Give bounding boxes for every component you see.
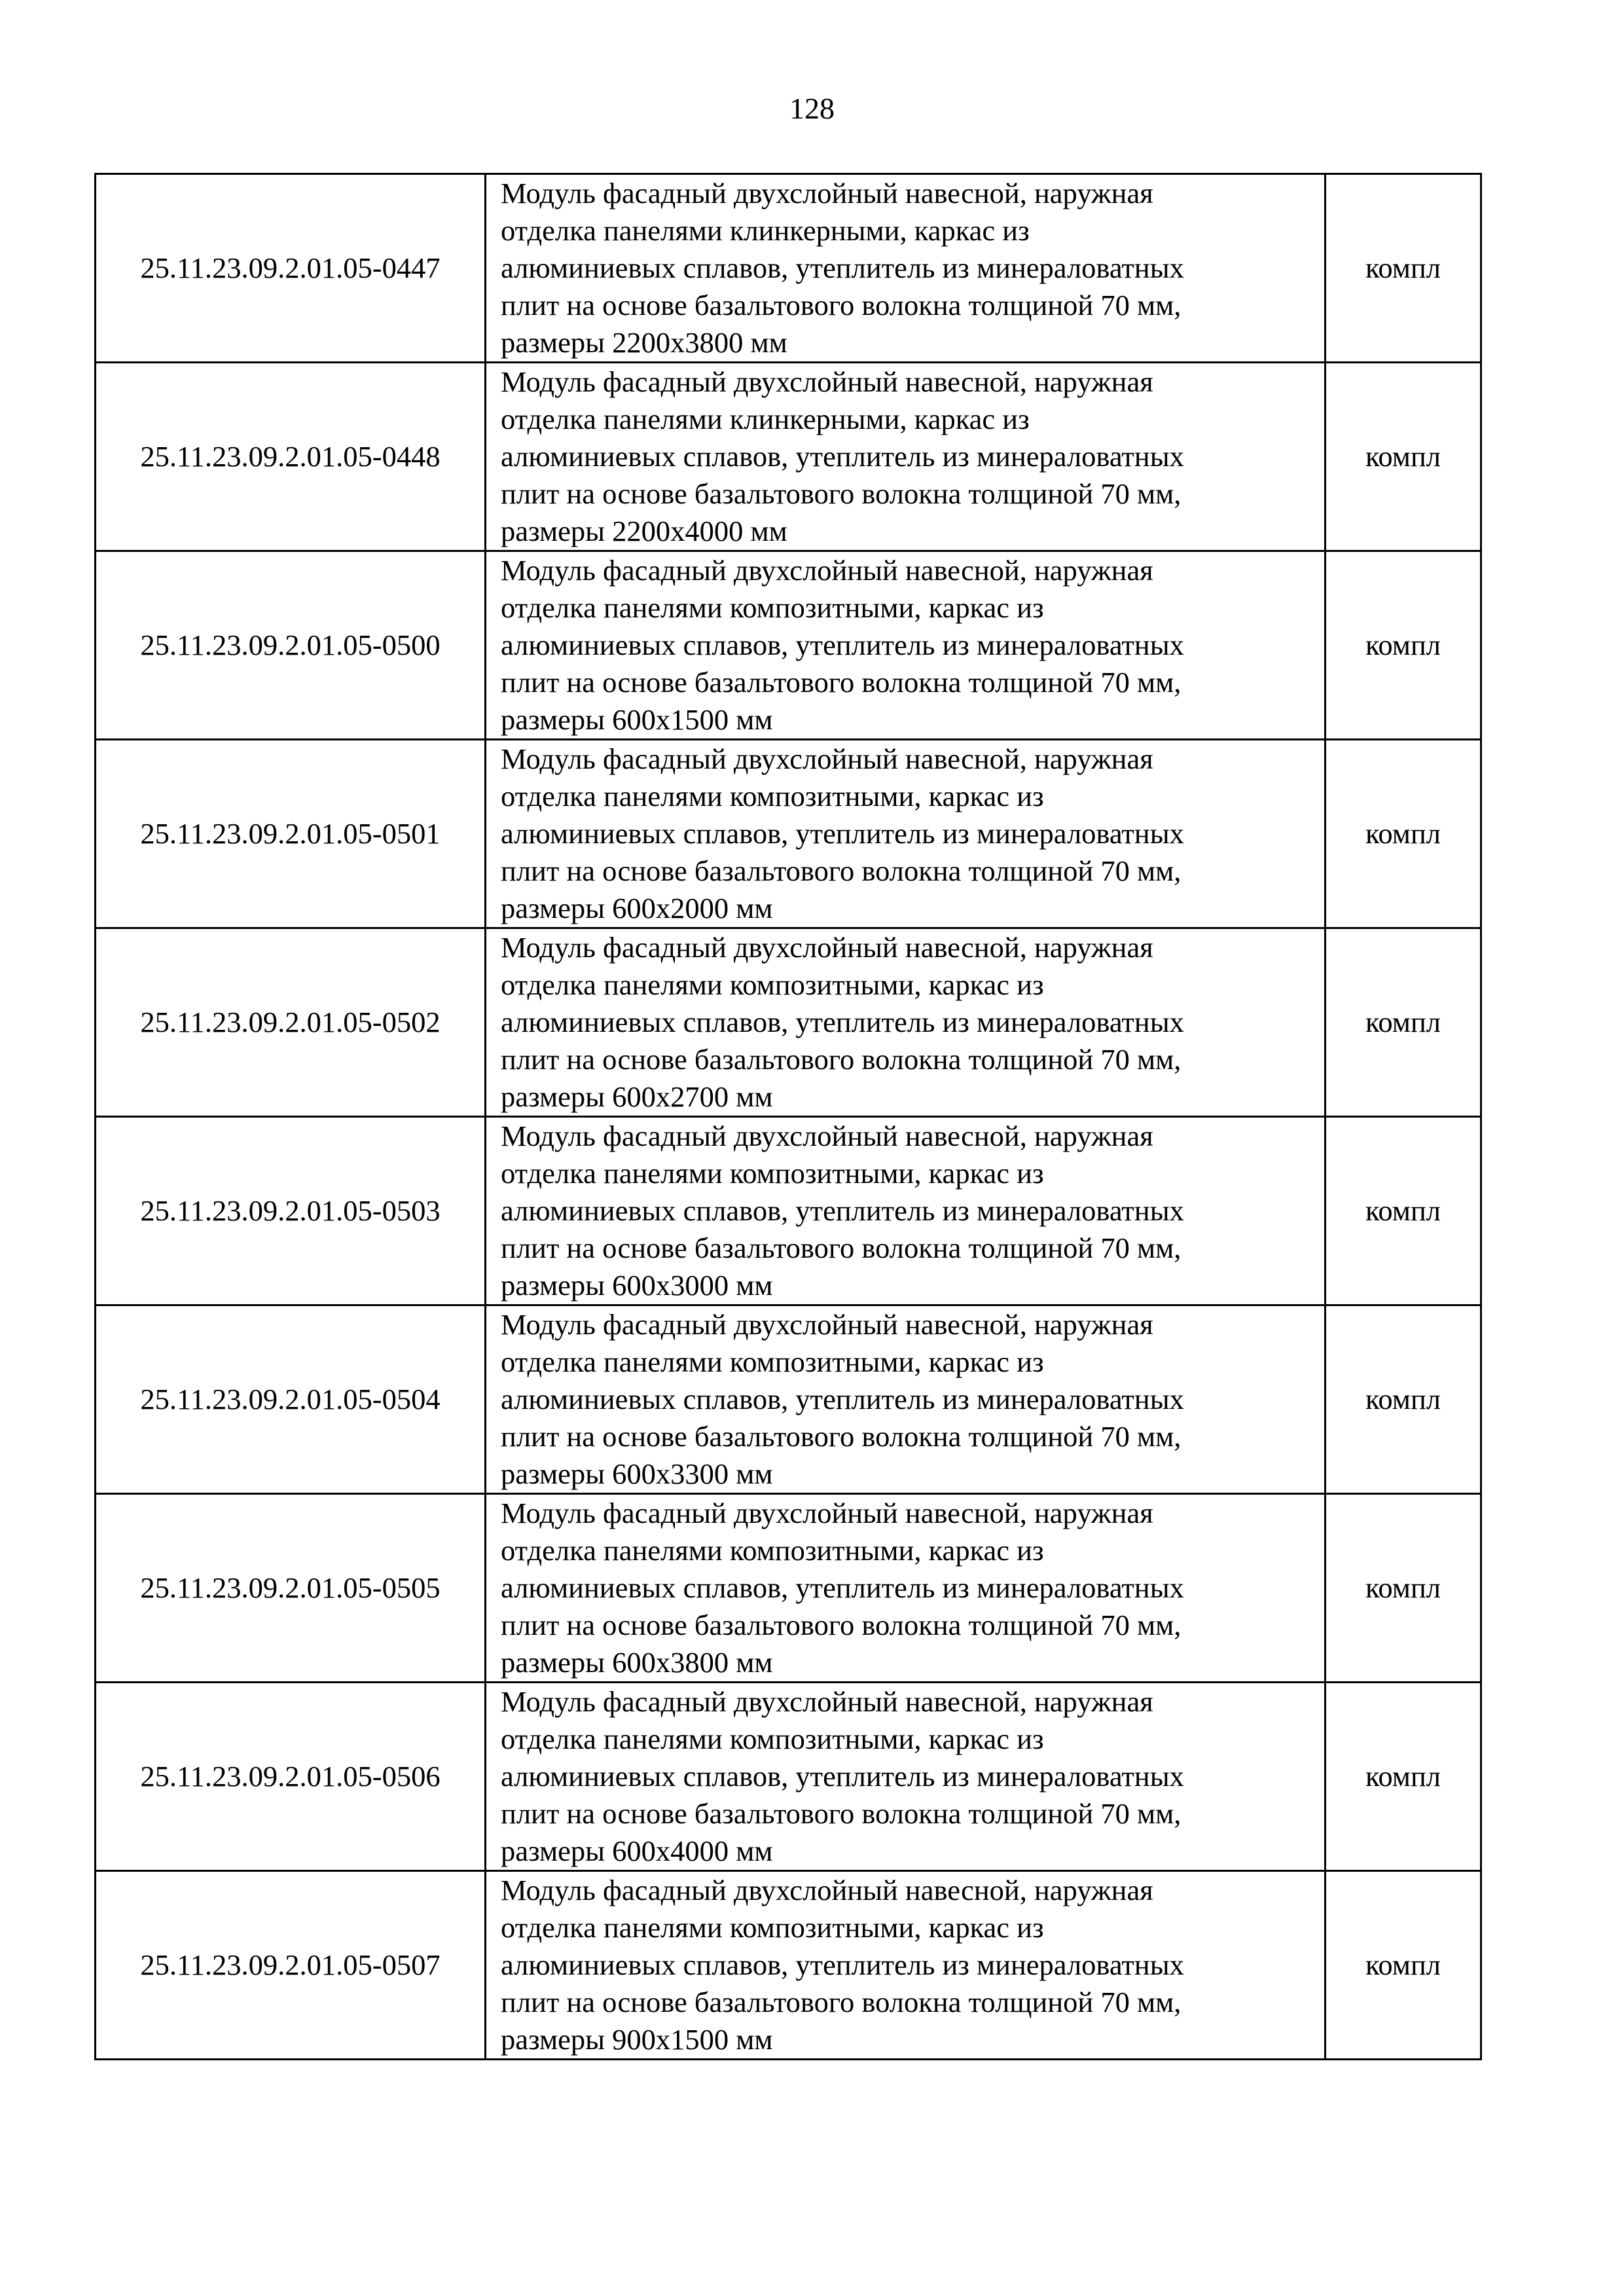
description-line: размеры 2200х4000 мм <box>501 515 787 547</box>
table-row <box>96 1683 1481 1871</box>
description-line: алюминиевых сплавов, утеплитель из минераловатных <box>501 440 1184 473</box>
description-line: плит на основе базальтового волокна толщиной 70 мм, <box>501 477 1182 510</box>
unit-of-measure: компл <box>1326 363 1481 551</box>
description-line: плит на основе базальтового волокна толщиной 70 мм, <box>501 1420 1182 1453</box>
resource-description <box>486 1494 1326 1683</box>
description-line: плит на основе базальтового волокна толщиной 70 мм, <box>501 1043 1182 1076</box>
table-body <box>96 174 1481 2060</box>
description-line: Модуль фасадный двухслойный навесной, наружная <box>501 1874 1153 1906</box>
unit-of-measure: компл <box>1326 1683 1481 1871</box>
resource-code: 25.11.23.09.2.01.05-0506 <box>96 1683 486 1871</box>
unit-of-measure: компл <box>1326 928 1481 1117</box>
table-row <box>96 1871 1481 2060</box>
resource-description <box>486 1305 1326 1494</box>
description-line: Модуль фасадный двухслойный навесной, наружная <box>501 1120 1153 1152</box>
resource-code: 25.11.23.09.2.01.05-0448 <box>96 363 486 551</box>
description-line: плит на основе базальтового волокна толщиной 70 мм, <box>501 1231 1182 1264</box>
description-line: отделка панелями клинкерными, каркас из <box>501 403 1030 435</box>
description-line: плит на основе базальтового волокна толщиной 70 мм, <box>501 289 1182 321</box>
page-number: 128 <box>789 92 835 125</box>
description-line: плит на основе базальтового волокна толщиной 70 мм, <box>501 854 1182 887</box>
unit-of-measure: компл <box>1326 174 1481 363</box>
description-line: отделка панелями композитными, каркас из <box>501 780 1044 812</box>
description-line: плит на основе базальтового волокна толщиной 70 мм, <box>501 1986 1182 2018</box>
description-line: Модуль фасадный двухслойный навесной, наружная <box>501 931 1153 964</box>
table-row <box>96 551 1481 740</box>
resource-description <box>486 1683 1326 1871</box>
description-line: Модуль фасадный двухслойный навесной, наружная <box>501 1497 1153 1529</box>
description-line: отделка панелями клинкерными, каркас из <box>501 214 1030 247</box>
description-line: размеры 900х1500 мм <box>501 2023 773 2056</box>
description-line: Модуль фасадный двухслойный навесной, наружная <box>501 742 1153 775</box>
description-line: Модуль фасадный двухслойный навесной, наружная <box>501 554 1153 587</box>
description-line: отделка панелями композитными, каркас из <box>501 1345 1044 1378</box>
description-line: алюминиевых сплавов, утеплитель из минераловатных <box>501 1194 1184 1227</box>
description-line: алюминиевых сплавов, утеплитель из минераловатных <box>501 1948 1184 1981</box>
unit-of-measure: компл <box>1326 1494 1481 1683</box>
description-line: отделка панелями композитными, каркас из <box>501 1911 1044 1944</box>
resource-description <box>486 363 1326 551</box>
unit-of-measure: компл <box>1326 740 1481 928</box>
resource-code: 25.11.23.09.2.01.05-0502 <box>96 928 486 1117</box>
resource-code: 25.11.23.09.2.01.05-0504 <box>96 1305 486 1494</box>
description-line: Модуль фасадный двухслойный навесной, наружная <box>501 1685 1153 1718</box>
resource-description <box>486 1117 1326 1305</box>
table-row <box>96 1117 1481 1305</box>
description-line: отделка панелями композитными, каркас из <box>501 591 1044 624</box>
resource-code: 25.11.23.09.2.01.05-0500 <box>96 551 486 740</box>
description-line: алюминиевых сплавов, утеплитель из минераловатных <box>501 1571 1184 1604</box>
table-row <box>96 363 1481 551</box>
table-row <box>96 174 1481 363</box>
table-row <box>96 1305 1481 1494</box>
description-line: отделка панелями композитными, каркас из <box>501 1722 1044 1755</box>
description-line: плит на основе базальтового волокна толщиной 70 мм, <box>501 666 1182 699</box>
resource-code: 25.11.23.09.2.01.05-0501 <box>96 740 486 928</box>
resource-description <box>486 174 1326 363</box>
resource-table <box>94 173 1482 2060</box>
description-line: плит на основе базальтового волокна толщиной 70 мм, <box>501 1797 1182 1830</box>
resource-code: 25.11.23.09.2.01.05-0503 <box>96 1117 486 1305</box>
description-line: размеры 600х4000 мм <box>501 1834 773 1867</box>
unit-of-measure: компл <box>1326 1305 1481 1494</box>
resource-code: 25.11.23.09.2.01.05-0447 <box>96 174 486 363</box>
description-line: размеры 600х1500 мм <box>501 703 773 736</box>
description-line: размеры 2200х3800 мм <box>501 326 787 359</box>
description-line: размеры 600х3300 мм <box>501 1457 773 1490</box>
description-line: отделка панелями композитными, каркас из <box>501 1534 1044 1567</box>
resource-description <box>486 740 1326 928</box>
description-line: алюминиевых сплавов, утеплитель из минераловатных <box>501 817 1184 850</box>
resource-description <box>486 1871 1326 2060</box>
description-line: Модуль фасадный двухслойный навесной, наружная <box>501 1308 1153 1341</box>
description-line: алюминиевых сплавов, утеплитель из минераловатных <box>501 251 1184 284</box>
table-row <box>96 740 1481 928</box>
description-line: алюминиевых сплавов, утеплитель из минераловатных <box>501 1383 1184 1415</box>
resource-description <box>486 551 1326 740</box>
description-line: отделка панелями композитными, каркас из <box>501 968 1044 1001</box>
unit-of-measure: компл <box>1326 551 1481 740</box>
table-row <box>96 1494 1481 1683</box>
description-line: алюминиевых сплавов, утеплитель из минераловатных <box>501 629 1184 661</box>
description-line: размеры 600х2700 мм <box>501 1080 773 1113</box>
table-row <box>96 928 1481 1117</box>
description-line: Модуль фасадный двухслойный навесной, наружная <box>501 365 1153 398</box>
description-line: Модуль фасадный двухслойный навесной, наружная <box>501 177 1153 210</box>
description-line: отделка панелями композитными, каркас из <box>501 1157 1044 1190</box>
description-line: алюминиевых сплавов, утеплитель из минераловатных <box>501 1006 1184 1038</box>
resource-code: 25.11.23.09.2.01.05-0505 <box>96 1494 486 1683</box>
description-line: размеры 600х2000 мм <box>501 892 773 924</box>
resource-description <box>486 928 1326 1117</box>
description-line: плит на основе базальтового волокна толщиной 70 мм, <box>501 1609 1182 1641</box>
unit-of-measure: компл <box>1326 1871 1481 2060</box>
description-line: размеры 600х3800 мм <box>501 1646 773 1679</box>
resource-code: 25.11.23.09.2.01.05-0507 <box>96 1871 486 2060</box>
unit-of-measure: компл <box>1326 1117 1481 1305</box>
description-line: алюминиевых сплавов, утеплитель из минераловатных <box>501 1760 1184 1793</box>
description-line: размеры 600х3000 мм <box>501 1269 773 1302</box>
